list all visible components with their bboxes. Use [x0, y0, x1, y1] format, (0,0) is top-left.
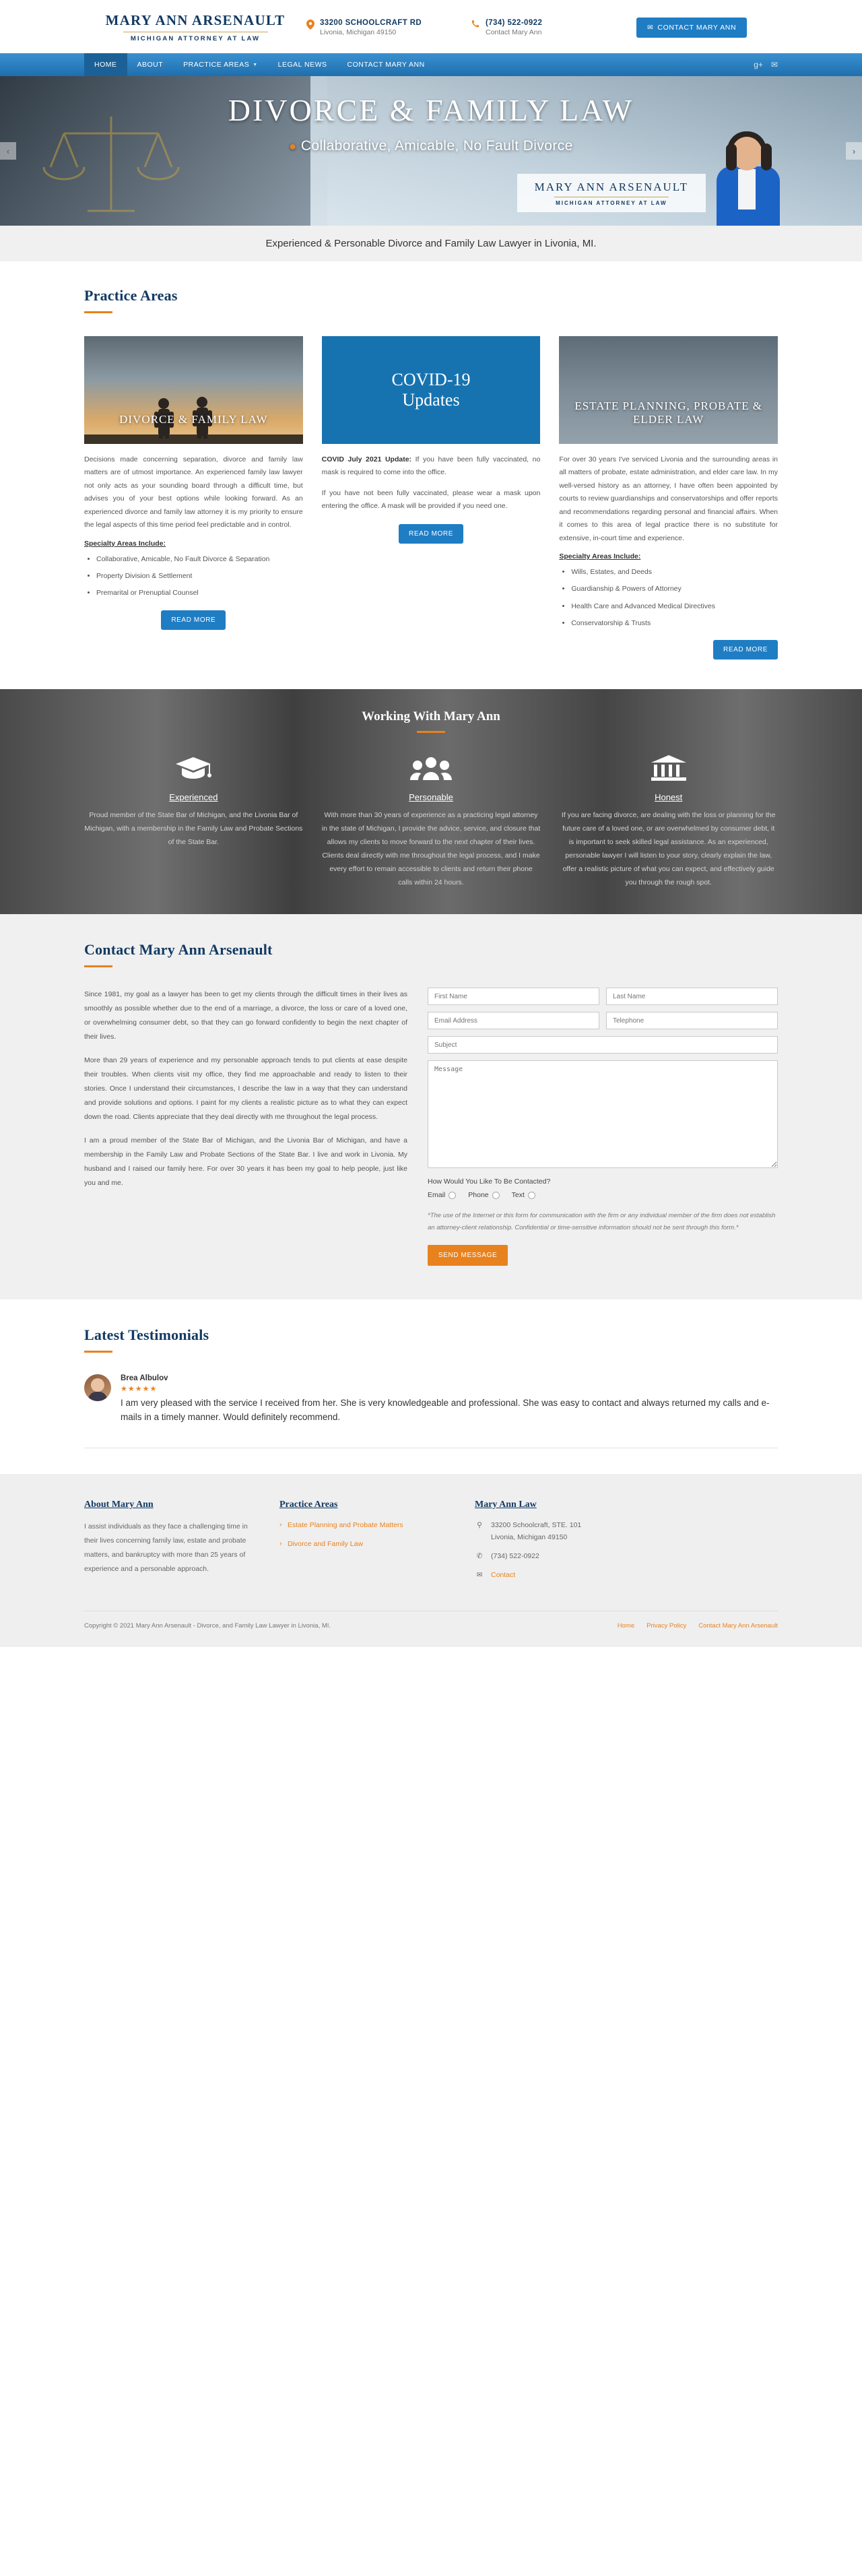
read-more-button[interactable]: READ MORE: [161, 610, 226, 630]
footer-phone[interactable]: [475, 1551, 677, 1563]
footer-address: [475, 1520, 677, 1544]
site-header: [0, 0, 862, 53]
nav-label: LEGAL NEWS: [277, 61, 327, 69]
contact-heading: Contact Mary Ann Arsenault: [84, 941, 273, 959]
avatar: [84, 1374, 111, 1401]
hero-next-arrow[interactable]: ›: [846, 142, 862, 160]
footer-address-text: [491, 1520, 581, 1544]
list-item: • Health Care and Advanced Medical Directives: [571, 600, 778, 612]
read-more-button[interactable]: READ MORE: [399, 524, 463, 544]
card-image-caption: DIVORCE & FAMILY LAW: [119, 413, 268, 426]
header-phone[interactable]: [471, 19, 636, 36]
hero-prev-arrow[interactable]: ‹: [0, 142, 16, 160]
footer-contact-link[interactable]: Contact: [491, 1570, 516, 1579]
attorney-photo: [707, 131, 788, 226]
message-field[interactable]: [428, 1060, 778, 1168]
read-more-button[interactable]: READ MORE: [713, 640, 778, 659]
main-navigation: [0, 53, 862, 76]
working-column-title: Experienced: [169, 792, 218, 803]
card-paragraph-update: [322, 453, 541, 480]
list-item: • Collaborative, Amicable, No Fault Divorce & Separation: [96, 553, 303, 565]
list-item: • Property Division & Settlement: [96, 570, 303, 582]
radio-button-icon[interactable]: [492, 1192, 500, 1199]
pref-label: Phone: [468, 1191, 489, 1200]
map-pin-icon: ⚲: [477, 1521, 482, 1530]
hero-title: DIVORCE & FAMILY LAW: [228, 93, 634, 127]
nav-social-links: [754, 53, 778, 76]
card-paragraph: For over 30 years I've serviced Livonia and the surrounding areas in all matters of probate, estate administration, and elder care law. In my well-versed history as an attorney, I have often been appointed by courts to review guardianships and conservatorships and offer reports and recommendations regarding personal and financial affairs. When it comes to this area of legal practice there is no substitute for extensive, in-court time and experience.: [559, 455, 778, 542]
card-image-caption: ESTATE PLANNING, PROBATE & ELDER LAW: [574, 399, 763, 426]
testimonial-author: Brea Albulov: [121, 1374, 168, 1383]
card-paragraph: Decisions made concerning separation, divorce and family law matters are of utmost importance. An experienced family law lawyer not only acts as your sounding board through a difficult time, but advises you of your best options while looking forward. As an experienced divorce and family law attorney it is my priority to ensure the legal aspects of this time period feel predictable and in control.: [84, 455, 303, 529]
card-specialty-list: [559, 566, 778, 630]
practice-card-covid: [322, 336, 541, 659]
nav-label: PRACTICE AREAS: [183, 61, 250, 69]
last-name-field[interactable]: [606, 988, 778, 1005]
footer-link-home[interactable]: Home: [617, 1622, 635, 1630]
practice-card-divorce: [84, 336, 303, 659]
footer-bottom-bar: [84, 1611, 778, 1630]
footer-practice-title: Practice Areas: [279, 1500, 338, 1510]
hero-badge-name: MARY ANN ARSENAULT: [534, 181, 688, 193]
working-column-text: Proud member of the State Bar of Michigan, and the Livonia Bar of Michigan, with a membership in the Family Law and Probate Sections of the State Bar.: [84, 811, 303, 847]
header-address: [306, 19, 471, 36]
card-specialty-title: Specialty Areas Include:: [84, 539, 166, 548]
contact-pref-text[interactable]: [512, 1191, 535, 1199]
hero-slider: [0, 76, 862, 226]
contact-section: [0, 914, 862, 1299]
footer-link-divorce-family-law[interactable]: › Divorce and Family Law: [279, 1539, 448, 1551]
footer-about-title: About Mary Ann: [84, 1500, 154, 1510]
testimonial-item: [84, 1374, 778, 1425]
working-column-honest: [559, 753, 778, 890]
footer-email[interactable]: [475, 1570, 677, 1582]
people-group-icon: [322, 753, 541, 784]
heading-underline: [417, 731, 445, 733]
map-pin-icon: [306, 19, 314, 32]
contact-pref-email[interactable]: [428, 1191, 456, 1199]
card-paragraph-rest: If you have been fully vaccinated, no mask is required to come into the office.: [321, 455, 541, 477]
address-line-1: 33200 SCHOOLCRAFT RD: [320, 18, 422, 27]
logo-subtitle: MICHIGAN ATTORNEY AT LAW: [130, 35, 261, 42]
list-item: • Conservatorship & Trusts: [571, 617, 778, 629]
first-name-field[interactable]: [428, 988, 599, 1005]
phone-label: Contact Mary Ann: [486, 28, 542, 36]
site-logo[interactable]: [84, 12, 306, 42]
contact-pref-phone[interactable]: [468, 1191, 499, 1199]
hero-subtitle-text: Collaborative, Amicable, No Fault Divorce: [300, 138, 573, 154]
phone-number: (734) 522-0922: [486, 18, 543, 27]
footer-contact-title: Mary Ann Law: [475, 1500, 537, 1510]
subject-field[interactable]: [428, 1036, 778, 1054]
send-message-button[interactable]: SEND MESSAGE: [428, 1245, 508, 1266]
radio-button-icon[interactable]: [528, 1192, 535, 1199]
cta-label: CONTACT MARY ANN: [657, 23, 737, 32]
email-field[interactable]: [428, 1012, 599, 1029]
working-heading: Working With Mary Ann: [362, 709, 500, 724]
card-specialty-title: Specialty Areas Include:: [559, 552, 641, 560]
nav-label: ABOUT: [137, 61, 164, 69]
testimonials-heading: Latest Testimonials: [84, 1326, 209, 1344]
heading-underline: [84, 965, 112, 967]
working-column-text: If you are facing divorce, are dealing with the loss or planning for the future care of a loved one, or are overwhelmed by consumer debt, it is important to seek skilled legal assistance. As an experienced, personable lawyer I will listen to your story, clearly explain the law, offer a realistic picture of what you can expect, and effectively guide you through the rough spot.: [561, 811, 776, 887]
practice-areas-section: [0, 261, 862, 689]
practice-areas-heading: Practice Areas: [84, 287, 178, 304]
telephone-field[interactable]: [606, 1012, 778, 1029]
radio-button-icon[interactable]: [449, 1192, 456, 1199]
practice-card-estate: [559, 336, 778, 659]
testimonial-text: I am very pleased with the service I received from her. She is very knowledgeable and professional. She was easy to contact and always returned my calls and e-mails in a timely manner. Would definitely recommend.: [121, 1398, 770, 1423]
card-image-caption: COVID-19 Updates: [391, 370, 471, 410]
nav-item-practice-areas[interactable]: [173, 53, 267, 76]
nav-item-contact[interactable]: [337, 53, 435, 76]
footer-about-text: I assist individuals as they face a challenging time in their lives concerning family law, estate and probate matters, and bankruptcy with more than 25 years of experience and a personable approach.: [84, 1522, 248, 1574]
envelope-icon: ✉: [476, 1570, 483, 1579]
card-image-estate: [559, 336, 778, 444]
pref-label: Email: [428, 1191, 446, 1200]
logo-name: MARY ANN ARSENAULT: [105, 12, 286, 28]
working-column-personable: [322, 753, 541, 890]
contact-bio: [84, 988, 407, 1266]
footer-address-line1: 33200 Schoolcraft, STE. 101: [491, 1521, 582, 1530]
list-item: • Premarital or Prenuptial Counsel: [96, 587, 303, 599]
hero-badge-subtitle: MICHIGAN ATTORNEY AT LAW: [556, 200, 667, 206]
hero-name-badge: [517, 174, 706, 212]
bio-paragraph: Since 1981, my goal as a lawyer has been to get my clients through the difficult times in their lives as smoothly as possible whether due to the end of a marriage, a divorce, the loss or care of a loved one, or overwhelming consumer debt, so that they can go forward confidently to begin the next chapter of their lives.: [84, 990, 407, 1041]
card-paragraph-bold: COVID July 2021 Update:: [321, 455, 412, 463]
contact-cta-button[interactable]: [636, 18, 747, 38]
footer-phone-text: (734) 522-0922: [491, 1551, 539, 1560]
envelope-icon: ✉: [647, 23, 654, 32]
working-column-experienced: [84, 753, 303, 890]
testimonials-section: [0, 1299, 862, 1474]
card-image-covid: [322, 336, 541, 444]
list-item: • Guardianship & Powers of Attorney: [571, 583, 778, 595]
pref-label: Text: [511, 1191, 525, 1200]
contact-pref-label: How Would You Like To Be Contacted?: [428, 1178, 551, 1186]
heading-underline: [84, 311, 112, 313]
card-specialty-list: [84, 553, 303, 600]
footer-about: [84, 1500, 253, 1588]
footer-address-line2: Livonia, Michigan 49150: [491, 1533, 568, 1541]
card-paragraph: If you have not been fully vaccinated, please wear a mask upon entering the office. A mask will be provided if you need one.: [321, 488, 541, 511]
nav-label: HOME: [94, 61, 117, 69]
contact-form: [428, 988, 778, 1266]
footer-link-contact[interactable]: Contact Mary Ann Arsenault: [698, 1622, 778, 1630]
site-tagline: Experienced & Personable Divorce and Family Law Lawyer in Livonia, MI.: [0, 226, 862, 261]
chevron-down-icon: ▼: [253, 62, 258, 67]
footer-link-estate-planning[interactable]: › Estate Planning and Probate Matters: [279, 1520, 448, 1532]
working-with-section: [0, 689, 862, 914]
nav-item-about[interactable]: [127, 53, 174, 76]
bio-paragraph: More than 29 years of experience and my personable approach tends to put clients at ease despite their troubles. When clients visit my office, they find me approachable and ready to listen to their stories. Once I understand their circumstances, I describe the law in a way that they can understand and provide solutions and options. I paint for my clients a realistic picture as to what they can expect down the road. Clients appreciate that they deal directly with me throughout the legal process.: [84, 1056, 407, 1122]
nav-item-home[interactable]: [84, 53, 127, 76]
google-plus-icon[interactable]: g+: [754, 60, 763, 69]
copyright-text: Copyright © 2021 Mary Ann Arsenault - Divorce, and Family Law Lawyer in Livonia, MI.: [84, 1622, 331, 1630]
working-column-text: With more than 30 years of experience as a practicing legal attorney in the state of Michigan, I provide the advice, service, and closure that allows my clients to move forward to the next chapter of their lives. Clients deal directly with me throughout the legal process, and I make every effort to remain accessible to clients and return their phone calls within 24 hours.: [321, 811, 541, 887]
star-rating-icon: ★★★★★: [121, 1385, 158, 1394]
form-disclaimer: *The use of the Internet or this form for communication with the firm or any individual member of the firm does not establish an attorney-client relationship. Confidential or time-sensitive information should not be sent through this form.*: [428, 1212, 776, 1232]
list-item: • Wills, Estates, and Deeds: [571, 566, 778, 578]
heading-underline: [84, 1351, 112, 1353]
graduation-cap-icon: [84, 753, 303, 784]
phone-icon: [471, 19, 480, 30]
bio-paragraph: I am a proud member of the State Bar of Michigan, and the Livonia Bar of Michigan, and have a membership in the Family Law and Probate Sections of the State Bar. I live and work in Livonia. My husband and I raised our family here. For over 30 years it has been my goal to help people, just like you and me.: [84, 1136, 407, 1188]
footer-contact: [475, 1500, 677, 1588]
footer-practice-areas: [279, 1500, 448, 1588]
working-column-title: Personable: [409, 792, 453, 803]
card-image-divorce: [84, 336, 303, 444]
address-line-2: Livonia, Michigan 49150: [320, 28, 397, 36]
bank-columns-icon: [559, 753, 778, 784]
envelope-icon[interactable]: ✉: [770, 60, 778, 69]
phone-icon: ✆: [476, 1551, 483, 1560]
site-footer: [0, 1474, 862, 1647]
nav-label: CONTACT MARY ANN: [347, 61, 425, 69]
bullet-icon: ●: [289, 139, 297, 153]
footer-link-privacy-policy[interactable]: Privacy Policy: [646, 1622, 687, 1630]
nav-item-legal-news[interactable]: [268, 53, 337, 76]
working-column-title: Honest: [655, 792, 683, 803]
